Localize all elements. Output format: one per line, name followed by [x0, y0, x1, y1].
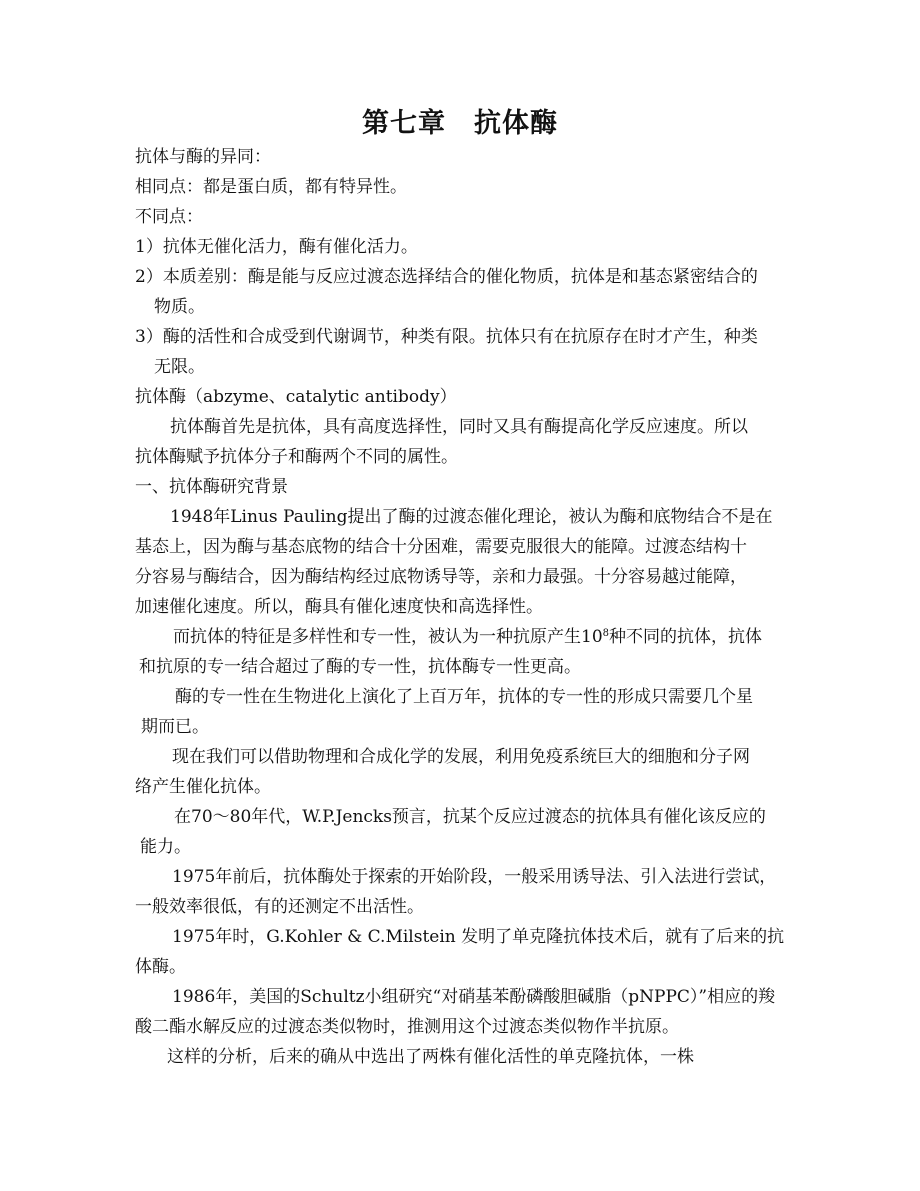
text-line: 分容易与酶结合，因为酶结构经过底物诱导等，亲和力最强。十分容易越过能障，	[135, 567, 747, 587]
superscript-exponent: 8	[602, 628, 610, 639]
text-line: 能力。	[140, 837, 191, 857]
text-line: 抗体与酶的异同：	[135, 147, 271, 167]
text-line: 抗体酶（abzyme、catalytic antibody）	[135, 387, 457, 407]
text-line: 络产生催化抗体。	[135, 777, 271, 797]
page-title: 第七章 抗体酶	[362, 108, 558, 139]
text-line: 抗体酶首先是抗体，具有高度选择性，同时又具有酶提高化学反应速度。所以	[170, 417, 748, 437]
section-heading: 一、抗体酶研究背景	[135, 477, 288, 497]
text-line: 体酶。	[135, 957, 186, 977]
text-line: 酶的专一性在生物进化上演化了上百万年，抗体的专一性的形成只需要几个星	[175, 687, 753, 707]
text-line: 物质。	[154, 297, 205, 317]
text-line: 现在我们可以借助物理和合成化学的发展，利用免疫系统巨大的细胞和分子网	[172, 747, 750, 767]
text-line: 期而已。	[141, 717, 209, 737]
text-line: 加速催化速度。所以，酶具有催化速度快和高选择性。	[135, 597, 543, 617]
text-line: 一般效率很低，有的还测定不出活性。	[135, 897, 424, 917]
text-line: 1）抗体无催化活力，酶有催化活力。	[135, 237, 418, 257]
text-line: 抗体酶赋予抗体分子和酶两个不同的属性。	[135, 447, 458, 467]
text-line: 1986年，美国的Schultz小组研究“对硝基苯酚磷酸胆碱脂（pNPPC）”相应的羧	[172, 987, 776, 1007]
text-line: 而抗体的特征是多样性和专一性，被认为一种抗原产生$10^8$种不同的抗体，抗体	[173, 627, 763, 647]
text-line: 相同点：都是蛋白质，都有特异性。	[135, 177, 407, 197]
text-line: 1975年时，G.Kohler & C.Milstein 发明了单克隆抗体技术后，就有了后来的抗	[172, 927, 785, 947]
text-line: 2）本质差别：酶是能与反应过渡态选择结合的催化物质，抗体是和基态紧密结合的	[135, 267, 758, 287]
text-line: 3）酶的活性和合成受到代谢调节，种类有限。抗体只有在抗原存在时才产生，种类	[135, 327, 758, 347]
text-line: 1975年前后，抗体酶处于探索的开始阶段，一般采用诱导法、引入法进行尝试，	[172, 867, 777, 887]
text-line: 无限。	[154, 357, 205, 377]
text-line: 在70～80年代，W.P.Jencks预言，抗某个反应过渡态的抗体具有催化该反应的	[174, 807, 766, 827]
text-line: 1948年Linus Pauling提出了酶的过渡态催化理论，被认为酶和底物结合不是在	[170, 507, 773, 527]
text-line: 不同点：	[135, 207, 203, 227]
text-line: 酸二酯水解反应的过渡态类似物时，推测用这个过渡态类似物作半抗原。	[135, 1017, 679, 1037]
text-line: 这样的分析，后来的确从中选出了两株有催化活性的单克隆抗体，一株	[167, 1047, 694, 1067]
text-line: 和抗原的专一结合超过了酶的专一性，抗体酶专一性更高。	[139, 657, 581, 677]
text-line: 基态上，因为酶与基态底物的结合十分困难，需要克服很大的能障。过渡态结构十	[135, 537, 747, 557]
